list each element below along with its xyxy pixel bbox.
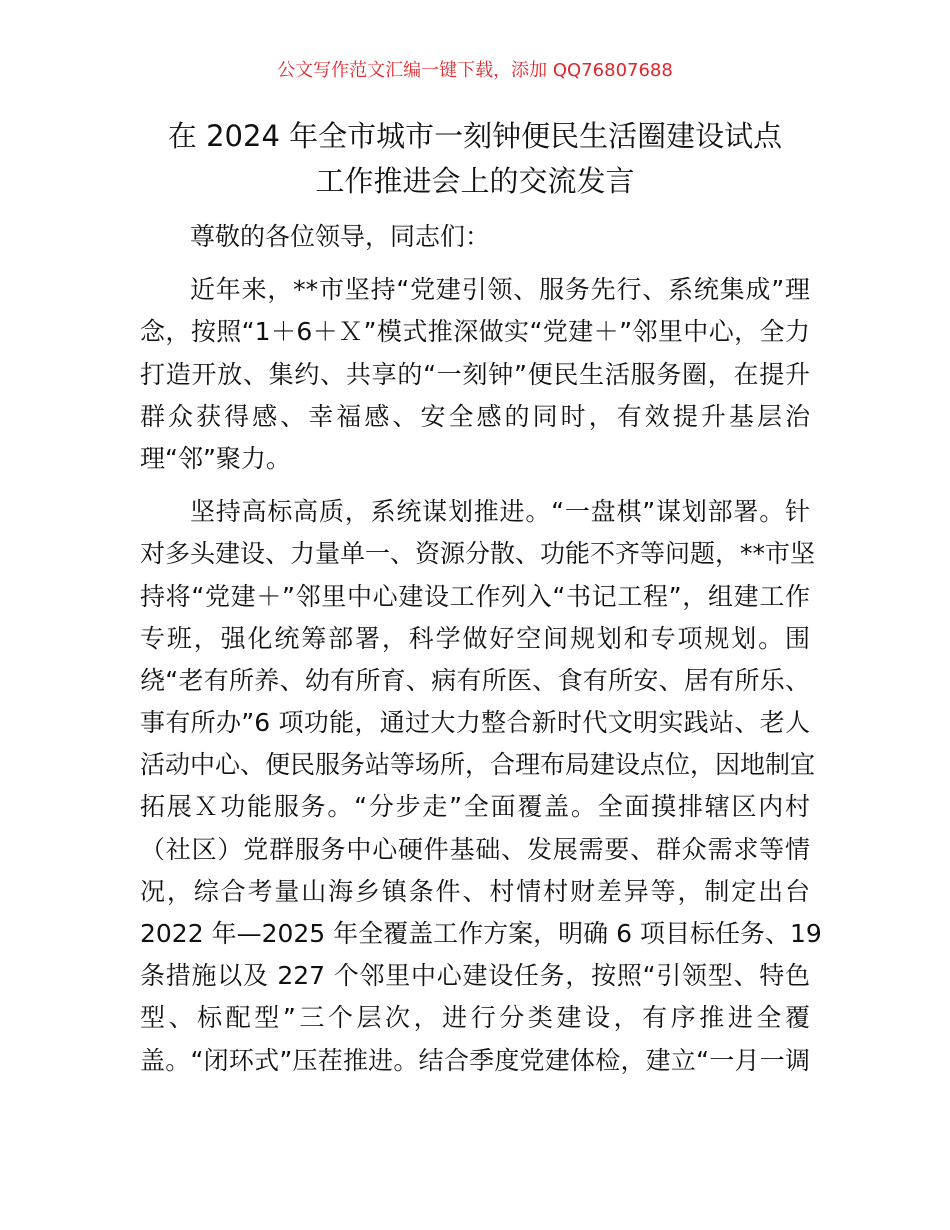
document-title bbox=[140, 114, 810, 204]
text-line: 打造开放、集约、共享的“一刻钟”便民生活服务圈，在提升 bbox=[140, 359, 810, 389]
title-line: 工作推进会上的交流发言 bbox=[315, 164, 635, 198]
salutation bbox=[140, 216, 810, 258]
text-line: 尊敬的各位领导，同志们： bbox=[190, 222, 491, 251]
text-line: 专班，强化统筹部署，科学做好空间规划和专项规划。围 bbox=[140, 623, 810, 653]
text-line: 持将“党建＋”邻里中心建设工作列入“书记工程”，组建工作 bbox=[140, 581, 810, 611]
paragraph bbox=[140, 491, 822, 1082]
watermark-header: 公文写作范文汇编一键下载，添加 QQ76807688 bbox=[277, 60, 673, 81]
text-line: 坚持高标高质，系统谋划推进。“一盘棋”谋划部署。针 bbox=[190, 497, 810, 527]
text-line: 事有所办”6 项功能，通过大力整合新时代文明实践站、老人 bbox=[140, 708, 810, 738]
text-line: 念，按照“1＋6＋Ｘ”模式推深做实“党建＋”邻里中心，全力 bbox=[140, 317, 810, 347]
text-line: 型、标配型”三个层次，进行分类建设，有序推进全覆 bbox=[140, 1003, 810, 1033]
text-line: 理“邻”聚力。 bbox=[140, 443, 291, 473]
text-line: 群众获得感、幸福感、安全感的同时，有效提升基层治 bbox=[140, 401, 810, 431]
text-line: 2022 年—2025 年全覆盖工作方案，明确 6 项目标任务、19 bbox=[140, 919, 822, 948]
text-line: 对多头建设、力量单一、资源分散、功能不齐等问题，**市坚 bbox=[140, 539, 816, 569]
text-line: 近年来，**市坚持“党建引领、服务先行、系统集成”理 bbox=[190, 275, 810, 305]
text-line: （社区）党群服务中心硬件基础、发展需要、群众需求等情 bbox=[140, 834, 810, 864]
title-line: 在 2024 年全市城市一刻钟便民生活圈建设试点 bbox=[167, 119, 783, 153]
text-line: 活动中心、便民服务站等场所，合理布局建设点位，因地制宜 bbox=[140, 750, 816, 780]
paragraph bbox=[140, 269, 810, 480]
text-line: 绕“老有所养、幼有所育、病有所医、食有所安、居有所乐、 bbox=[140, 665, 810, 695]
text-line: 况，综合考量山海乡镇条件、村情村财差异等，制定出台 bbox=[140, 876, 810, 906]
text-line: 拓展Ｘ功能服务。“分步走”全面覆盖。全面摸排辖区内村 bbox=[140, 792, 810, 822]
text-line: 条措施以及 227 个邻里中心建设任务，按照“引领型、特色 bbox=[140, 961, 810, 991]
document-body bbox=[140, 216, 822, 1093]
text-line: 盖。“闭环式”压茬推进。结合季度党建体检，建立“一月一调 bbox=[140, 1045, 810, 1075]
